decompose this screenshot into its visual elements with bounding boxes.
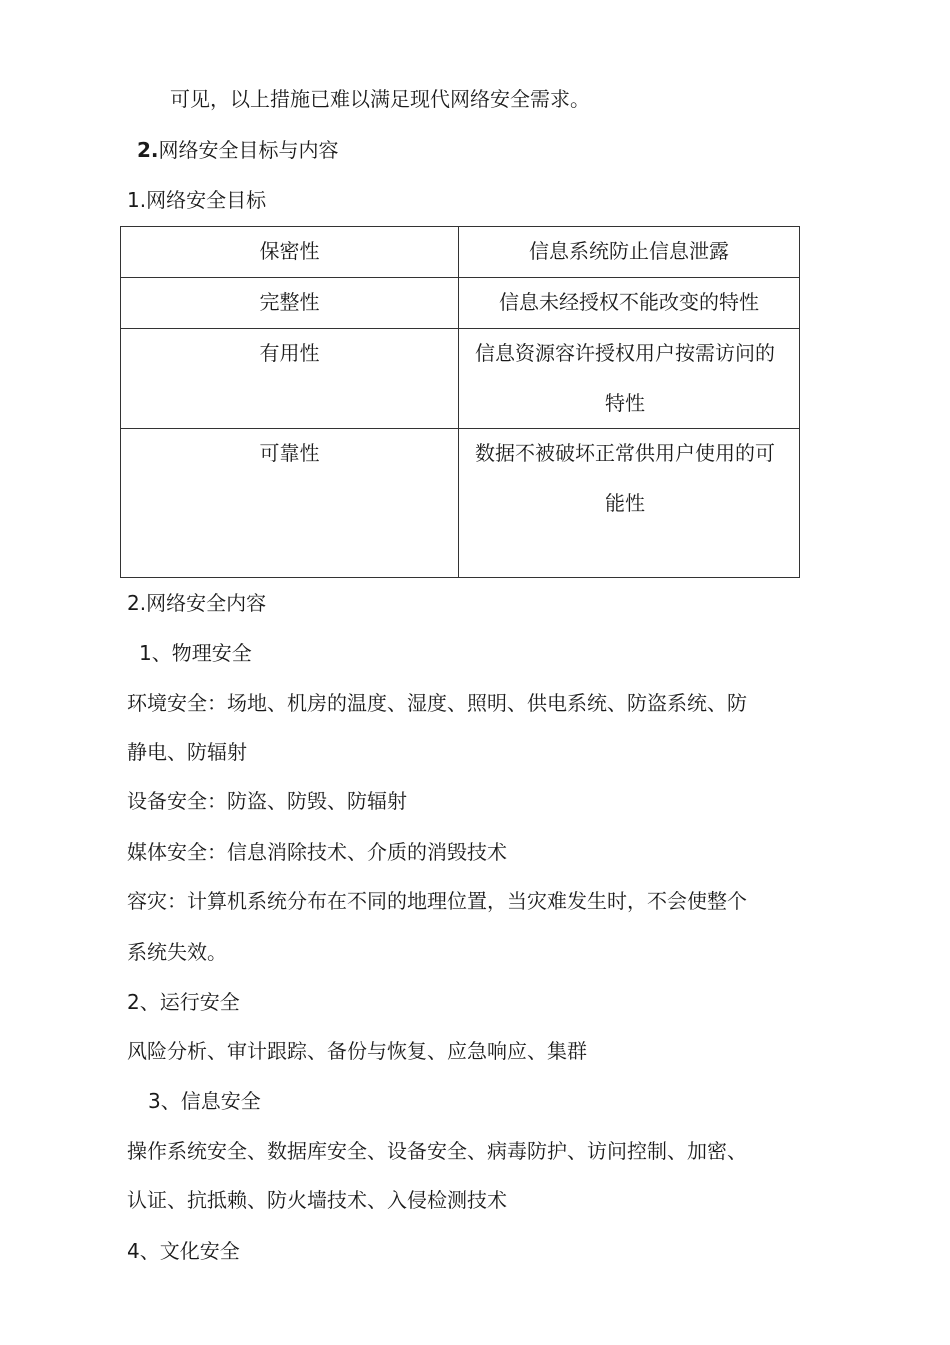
culture-title: 4、文化安全 — [127, 1239, 240, 1263]
table-row — [121, 227, 800, 278]
goal-term: 保密性 — [121, 227, 459, 278]
goal-description: 信息未经授权不能改变的特性 — [459, 278, 800, 329]
environment-line-1: 环境安全：场地、机房的温度、湿度、照明、供电系统、防盗系统、防 — [127, 691, 747, 715]
table-row — [121, 329, 800, 429]
goal-term: 完整性 — [121, 278, 459, 329]
goal-term: 有用性 — [121, 329, 459, 429]
media-security: 媒体安全：信息消除技术、介质的消毁技术 — [127, 840, 507, 864]
operation-title: 2、运行安全 — [127, 990, 240, 1014]
table-row — [121, 278, 800, 329]
goals-title: 1.网络安全目标 — [127, 188, 267, 212]
intro-paragraph: 可见，以上措施已难以满足现代网络安全需求。 — [170, 87, 590, 111]
disaster-line-2: 系统失效。 — [127, 940, 227, 964]
physical-title: 1、物理安全 — [139, 641, 252, 665]
goal-description: 数据不被破坏正常供用户使用的可能性 — [459, 429, 800, 578]
goal-term: 可靠性 — [121, 429, 459, 578]
environment-line-2: 静电、防辐射 — [127, 740, 247, 764]
information-title: 3、信息安全 — [148, 1089, 261, 1113]
section-number: 2. — [137, 138, 159, 162]
information-line-2: 认证、抗抵赖、防火墙技术、入侵检测技术 — [127, 1188, 507, 1212]
device-security: 设备安全：防盗、防毁、防辐射 — [127, 789, 407, 813]
table-row — [121, 429, 800, 578]
content-title: 2.网络安全内容 — [127, 591, 267, 615]
section-heading — [137, 137, 339, 163]
section-heading-text: 网络安全目标与内容 — [158, 138, 339, 162]
operation-items: 风险分析、审计跟踪、备份与恢复、应急响应、集群 — [127, 1039, 587, 1063]
goal-description: 信息系统防止信息泄露 — [459, 227, 800, 278]
goal-description: 信息资源容许授权用户按需访问的特性 — [459, 329, 800, 429]
disaster-line-1: 容灾：计算机系统分布在不同的地理位置，当灾难发生时，不会使整个 — [127, 889, 747, 913]
information-line-1: 操作系统安全、数据库安全、设备安全、病毒防护、访问控制、加密、 — [127, 1139, 747, 1163]
goals-table — [120, 226, 800, 578]
